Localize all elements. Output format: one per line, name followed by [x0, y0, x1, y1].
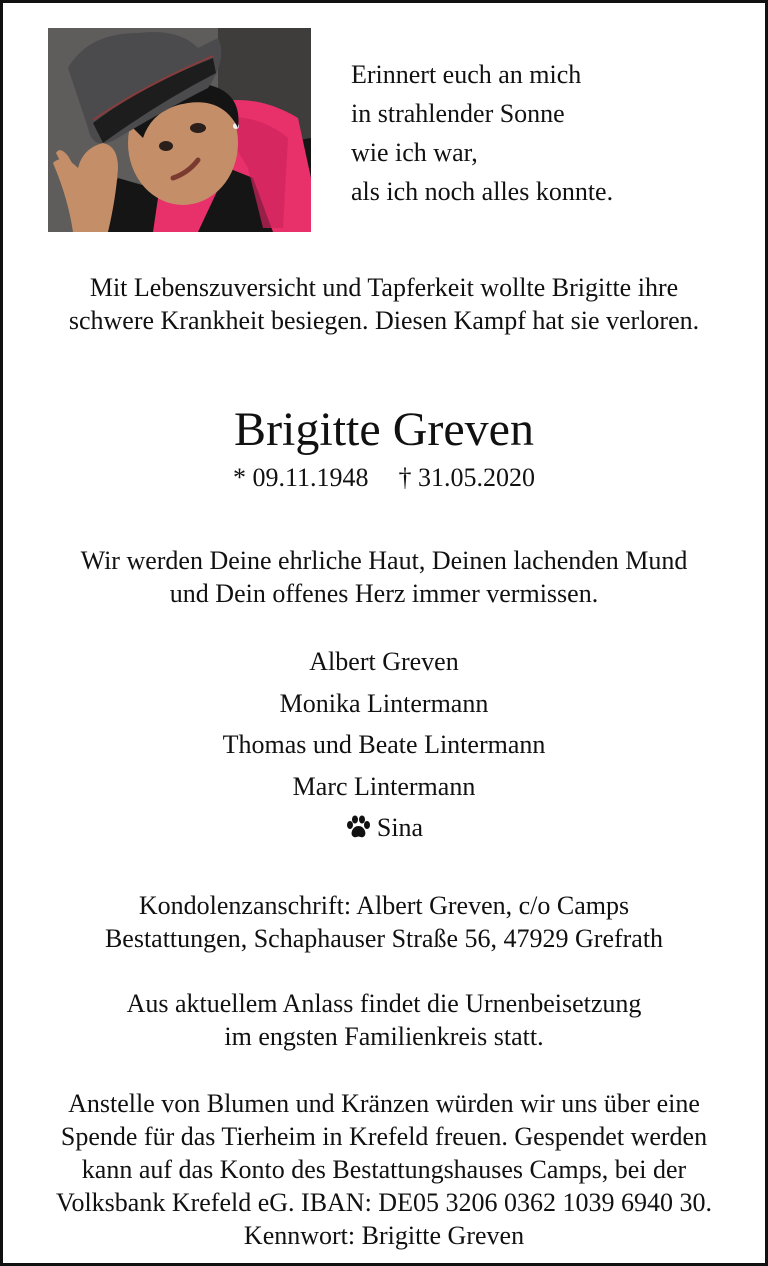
- intro-line: Mit Lebenszuversicht und Tapferkeit wollte Brigitte ihre: [89, 273, 679, 302]
- mourner-name: Monika Lintermann: [279, 688, 489, 718]
- poem-line: als ich noch alles konnte.: [351, 177, 614, 206]
- donation-line: Spende für das Tierheim in Krefeld freuen. Gespendet werden: [60, 1122, 708, 1151]
- address-line: Bestattungen, Schaphauser Straße 56, 47929 Grefrath: [104, 924, 664, 953]
- burial-line: Aus aktuellem Anlass findet die Urnenbeisetzung: [126, 989, 642, 1018]
- portrait-photo: [48, 28, 311, 232]
- mourners-list: [3, 641, 765, 849]
- donation-line: kann auf das Konto des Bestattungshauses Camps, bei der: [81, 1155, 687, 1184]
- mourner-name: Marc Lintermann: [292, 771, 476, 801]
- tribute-line: Wir werden Deine ehrliche Haut, Deinen lachenden Mund: [80, 546, 688, 575]
- address-line: Kondolenzanschrift: Albert Greven, c/o Camps: [138, 891, 630, 920]
- mourner-pet: [3, 807, 765, 849]
- donation-line: Anstelle von Blumen und Kränzen würden wir uns über eine: [68, 1089, 700, 1118]
- poem-line: Erinnert euch an mich: [351, 60, 582, 89]
- burial-notice: [3, 987, 765, 1053]
- tribute-line: und Dein offenes Herz immer vermissen.: [169, 579, 599, 608]
- poem-line: wie ich war,: [351, 138, 478, 167]
- portrait-illustration: [48, 28, 311, 232]
- donation-notice: [3, 1087, 765, 1252]
- poem-verse: [351, 55, 613, 211]
- donation-line: Volksbank Krefeld eG. IBAN: DE05 3206 0362 1039 6940 30.: [56, 1188, 712, 1217]
- pet-name: Sina: [376, 813, 424, 842]
- mourner-name: Thomas und Beate Lintermann: [222, 730, 546, 759]
- birth-date: * 09.11.1948: [232, 463, 369, 492]
- paw-icon: [345, 810, 371, 834]
- burial-line: im engsten Familienkreis statt.: [224, 1022, 544, 1051]
- poem-line: in strahlender Sonne: [351, 99, 565, 128]
- intro-text: [3, 271, 765, 337]
- donation-password: Kennwort: Brigitte Greven: [243, 1221, 525, 1250]
- condolence-address: [3, 889, 765, 955]
- death-date: † 31.05.2020: [398, 463, 536, 492]
- tribute-text: [3, 544, 765, 610]
- mourner-name: Albert Greven: [309, 647, 459, 676]
- deceased-name: Brigitte Greven: [234, 403, 534, 456]
- life-dates: [3, 461, 765, 495]
- intro-line: schwere Krankheit besiegen. Diesen Kampf hat sie verloren.: [68, 306, 700, 335]
